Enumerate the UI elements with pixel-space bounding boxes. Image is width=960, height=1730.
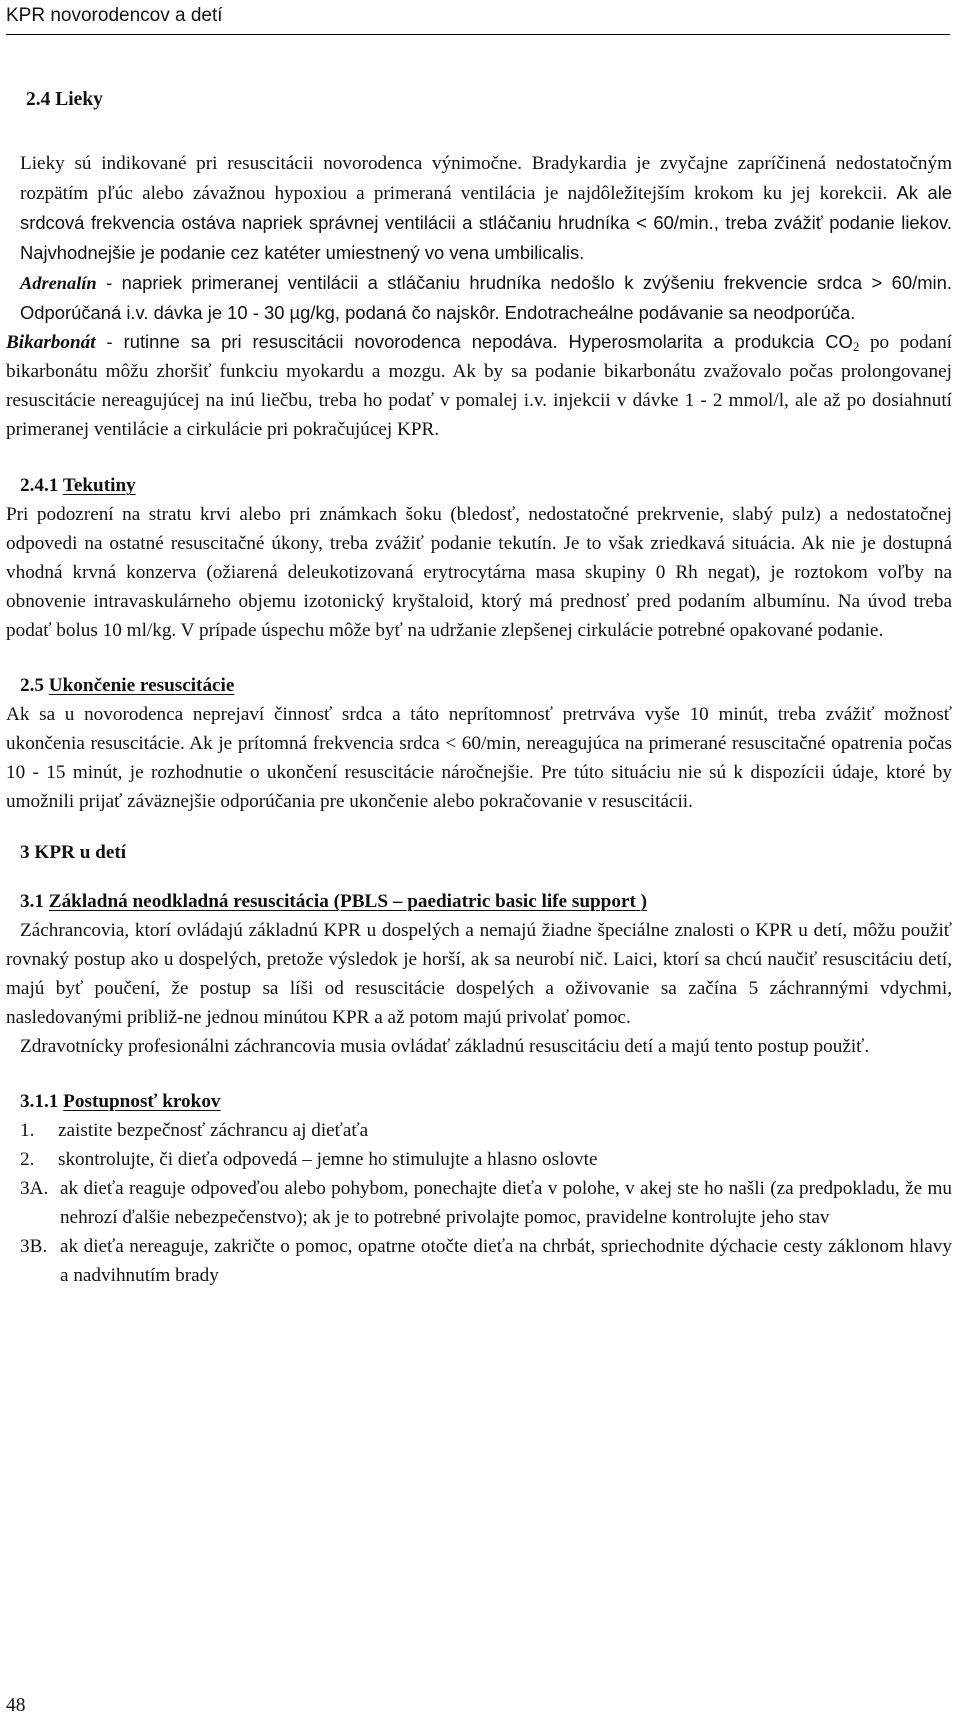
step-number: 1. [20, 1120, 35, 1142]
section-heading-2-5 [20, 671, 952, 700]
step-number: 2. [20, 1149, 35, 1171]
list-item [6, 1174, 952, 1232]
section-title-2-4-1: Tekutiny [62, 475, 136, 497]
step-number: 3B. [20, 1236, 48, 1258]
co2-subscript: 2 [852, 339, 860, 355]
intro-text: Lieky sú indikované pri resuscitácii novorodenca výnimočne. Bradykardia je zvyčajne zapríčinená nedostatočným rozpätím pľúc alebo závažnou hypoxiou a primeraná ventilácia je najdôležitejším krokom ku jej korekcii. [20, 153, 952, 204]
bikarbonat-term: Bikarbonát [6, 332, 96, 354]
section-heading-3: 3 KPR u detí [20, 842, 127, 864]
section-heading-2-4: 2.4 Lieky [26, 89, 103, 110]
section-number-2-5: 2.5 [20, 675, 44, 697]
paragraph-adrenalin [6, 268, 952, 327]
steps-list [6, 1116, 952, 1290]
section-title-3-1: Základná neodkladná resuscitácia (PBLS – paediatric basic life support ) [48, 891, 648, 913]
intro-tail-text: Najvhodnejšie je podanie cez katéter umiestnený vo vena umbilicalis. [20, 242, 585, 263]
intro-sans-text: Ak ale srdcová frekvencia ostáva napriek správnej ventilácii a stláčaniu hrudníka < 60/min., treba zvážiť podanie liekov. [20, 182, 953, 233]
list-item [6, 1232, 952, 1290]
paragraph-bikarbonat [6, 327, 952, 444]
bikarbonat-text-2: po podaní bikarbonátu môžu zhoršiť funkciu myokardu a mozgu. Ak by sa podanie bikarbonátu zvažovalo počas prolongovanej resuscitácie nereagujúcej na inú liečbu, treba ho podať v pomalej i.v. injekcii v dávke 1 - 2 mmol/l, ale až po dosiahnutí primeranej ventilácie a cirkulácie pri pokračujúcej KPR. [6, 332, 953, 441]
page-content [6, 88, 952, 1290]
section-number-3-1-1: 3.1.1 [20, 1091, 59, 1113]
section-heading-3-1 [20, 887, 952, 916]
list-item [6, 1145, 952, 1174]
paragraph-lieky-intro [20, 149, 952, 268]
section-number-2-4-1: 2.4.1 [20, 475, 59, 497]
section-heading-2-4-1 [20, 471, 952, 500]
section-heading-3-1-1 [20, 1087, 952, 1116]
paragraph-pbls-2: Zdravotnícky profesionálni záchrancovia musia ovládať základnú resuscitáciu detí a majú tento postup použiť. [20, 1036, 870, 1058]
step-text: ak dieťa reaguje odpoveďou alebo pohybom, ponechajte dieťa v polohe, v akej ste ho našli (za predpokladu, že mu nehrozí ďalšie nebezpečenstvo); ak je to potrebné privolajte pomoc, pravidelne kontrolujte jeho stav [60, 1178, 952, 1229]
section-title-2-5: Ukončenie resuscitácie [48, 675, 235, 697]
paragraph-pbls-1: Záchrancovia, ktorí ovládajú základnú KPR u dospelých a nemajú žiadne špeciálne znalosti o KPR u detí, môžu použiť rovnaký postup ako u dospelých, pretože výsledok je horší, ak sa neurobí nič. Laici, ktorí sa chcú naučiť resuscitáciu detí, majú byť poučení, že postup sa líši od resuscitácie dospelých a oživovanie sa začína 5 záchrannými vdychmi, nasledovanými približ-ne jednou minútou KPR a až potom majú privolať pomoc. [6, 920, 952, 1029]
running-header: KPR novorodencov a detí [6, 2, 950, 35]
section-title-3-1-1: Postupnosť krokov [63, 1091, 221, 1113]
adrenalin-text: - napriek primeranej ventilácii a stláčaniu hrudníka nedošlo k zvýšeniu frekvencie srdca > 60/min. Odporúčaná i.v. dávka je 10 - 30 µg/kg, podaná čo najskôr. Endotracheálne podávanie sa neodporúča. [20, 272, 952, 324]
step-text: ak dieťa nereaguje, zakričte o pomoc, opatrne otočte dieťa na chrbát, spriechodnite dýchacie cesty záklonom hlavy a nadvihnutím brady [60, 1236, 952, 1287]
paragraph-ukoncenie: Ak sa u novorodenca neprejaví činnosť srdca a táto neprítomnosť pretrváva vyše 10 minút, treba zvážiť možnosť ukončenia resuscitácie. Ak je prítomná frekvencia srdca < 60/min, nereagujúca na primerané resuscitačné opatrenia počas 10 - 15 minút, je rozhodnutie o ukončení resuscitácie náročnejšie. Pre túto situáciu nie sú k dispozícii údaje, ktoré by umožnili prijať záväznejšie odporúčania pre ukončenie alebo pokračovanie v resuscitácii. [6, 704, 952, 813]
adrenalin-term: Adrenalín [20, 273, 97, 293]
page-number: 48 [6, 1695, 26, 1716]
section-number-3-1: 3.1 [20, 891, 44, 913]
step-text: skontrolujte, či dieťa odpovedá – jemne ho stimulujte a hlasno oslovte [58, 1149, 598, 1171]
step-number: 3A. [20, 1178, 49, 1200]
step-text: zaistite bezpečnosť záchrancu aj dieťaťa [58, 1120, 369, 1142]
list-item [6, 1116, 952, 1145]
paragraph-tekutiny: Pri podozrení na stratu krvi alebo pri známkach šoku (bledosť, nedostatočné prekrvenie, slabý pulz) a nedostatočnej odpovedi na ostatné resuscitačné úkony, treba zvážiť podanie tekutín. Je to však zriedkavá situácia. Ak nie je dostupná vhodná krvná konzerva (ožiarená deleukotizovaná erytrocytárna masa skupiny 0 Rh negat), je roztokom voľby na obnovenie intravaskulárneho objemu izotonický kryštaloid, ktorý má prednosť pred podaním albumínu. Na úvod treba podať bolus 10 ml/kg. V prípade úspechu môže byť na udržanie zlepšenej cirkulácie potrebné opakované podanie. [6, 504, 952, 642]
bikarbonat-text-1: - rutinne sa pri resuscitácii novorodenca nepodáva. Hyperosmolarita a produkcia CO [95, 331, 853, 353]
